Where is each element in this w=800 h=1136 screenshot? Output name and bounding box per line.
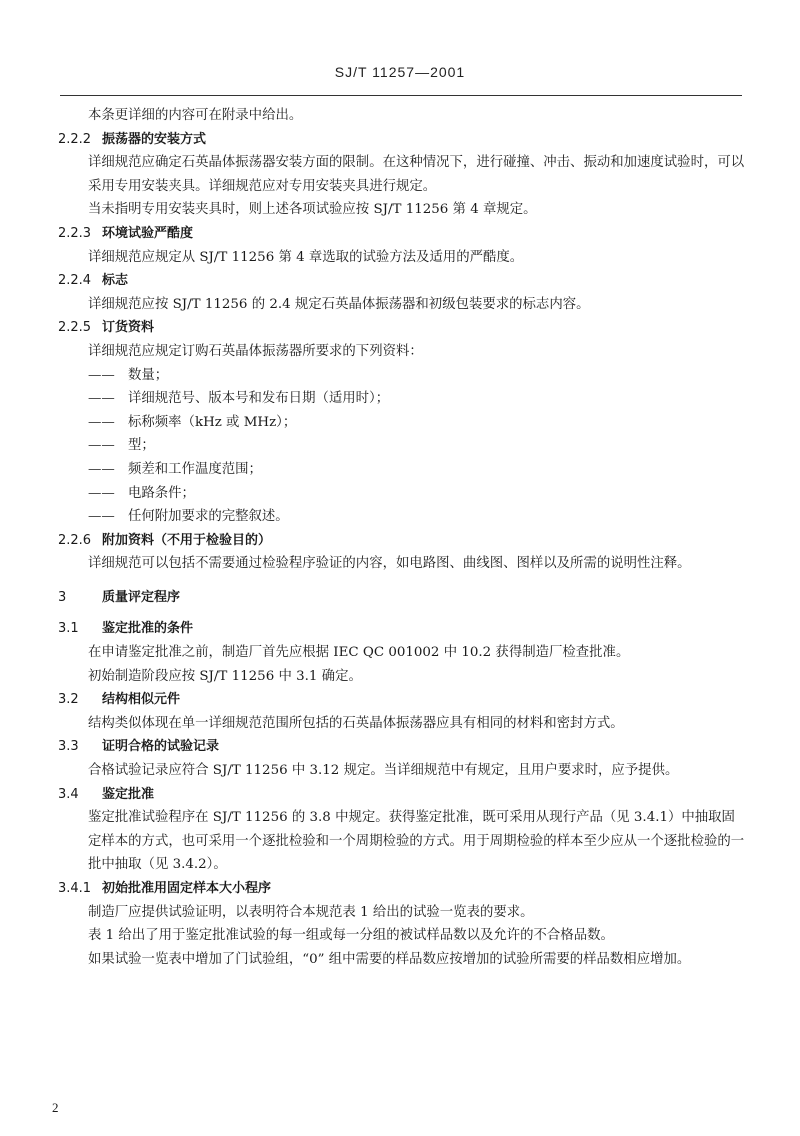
heading-3-4 [58, 783, 748, 807]
section-title: 订货资料 [102, 320, 155, 336]
section-title: 标志 [102, 273, 129, 289]
header-rule [60, 95, 742, 96]
heading-3-3 [58, 735, 748, 759]
paragraph-mounting-2: 当未指明专用安装夹具时，则上述各项试验应按 SJ/T 11256 第 4 章规定。 [88, 202, 537, 218]
list-item-text: 电路条件； [128, 485, 195, 501]
heading-3-1 [58, 617, 748, 641]
section-title: 质量评定程序 [102, 589, 181, 605]
list-item-text: 任何附加要求的完整叙述。 [128, 509, 289, 525]
list-item [58, 434, 748, 458]
list-item [58, 387, 748, 411]
document-body [58, 104, 748, 971]
list-item-text: 标称频率（kHz 或 MHz）； [128, 414, 297, 430]
list-item-text: 型； [128, 438, 155, 454]
page-number: 2 [52, 1100, 59, 1115]
heading-3 [58, 586, 748, 610]
list-dash: —— [88, 414, 115, 430]
paragraph-approval-line-1: 在申请鉴定批准之前，制造厂首先应根据 IEC QC 001002 中 10.2 获得制造厂检查批准。 [88, 645, 630, 661]
heading-3-4-1 [58, 877, 748, 901]
paragraph-fixed-sample-3: 如果试验一览表中增加了门试验组，“0” 组中需要的样品数应按增加的试验所需要的样品数相应增加。 [88, 951, 691, 967]
section-title: 结构相似元件 [102, 692, 181, 708]
section-number: 2.2.5 [58, 320, 92, 336]
paragraph-fixed-sample-1: 制造厂应提供试验证明，以表明符合本规范表 1 给出的试验一览表的要求。 [88, 904, 534, 920]
list-dash: —— [88, 367, 115, 383]
paragraph-test-records: 合格试验记录应符合 SJ/T 11256 中 3.12 规定。当详细规范中有规定，且用户要求时，应予提供。 [88, 763, 679, 779]
section-number: 2.2.3 [58, 225, 92, 241]
list-item-text: 详细规范号、版本号和发布日期（适用时）； [128, 391, 390, 407]
paragraph-environment: 详细规范应规定从 SJ/T 11256 第 4 章选取的试验方法及适用的严酷度。 [88, 249, 524, 265]
section-number: 2.2.4 [58, 273, 92, 289]
section-number: 3 [58, 589, 67, 605]
heading-2-2-3 [58, 222, 748, 246]
list-dash: —— [88, 461, 115, 477]
section-title: 证明合格的试验记录 [102, 739, 220, 755]
section-number: 2.2.2 [58, 131, 92, 147]
section-title: 附加资料（不用于检验目的） [102, 532, 272, 548]
section-title: 鉴定批准 [102, 786, 155, 802]
paragraph-additional-info: 详细规范可以包括不需要通过检验程序验证的内容，如电路图、曲线图、图样以及所需的说明性注释。 [88, 556, 691, 572]
section-number: 3.4 [58, 786, 79, 802]
section-title: 环境试验严酷度 [102, 225, 194, 241]
heading-2-2-5 [58, 316, 748, 340]
list-dash: —— [88, 485, 115, 501]
section-number: 3.3 [58, 739, 79, 755]
list-dash: —— [88, 509, 115, 525]
heading-3-2 [58, 688, 748, 712]
list-dash: —— [88, 438, 115, 454]
section-number: 2.2.6 [58, 532, 92, 548]
heading-2-2-6 [58, 529, 748, 553]
list-item [58, 482, 748, 506]
list-item [58, 505, 748, 529]
standard-number-header: SJ/T 11257—2001 [334, 64, 466, 80]
list-item-text: 频差和工作温度范围； [128, 461, 262, 477]
paragraph-marking: 详细规范应按 SJ/T 11256 的 2.4 规定石英晶体振荡器和初级包装要求的标志内容。 [88, 296, 590, 312]
section-title: 振荡器的安装方式 [102, 131, 207, 147]
heading-2-2-4 [58, 269, 748, 293]
paragraph-appendix: 本条更详细的内容可在附录中给出。 [88, 108, 303, 123]
section-number: 3.1 [58, 621, 79, 637]
list-dash: —— [88, 391, 115, 407]
section-number: 3.4.1 [58, 881, 92, 896]
paragraph-mounting-1: 详细规范应确定石英晶体振荡器安装方面的限制。在这种情况下，进行碰撞、冲击、振动和加速度试验时，可以采用专用安装夹具。详细规范应对专用安装夹具进行规定。 [88, 155, 745, 194]
paragraph-fixed-sample-2: 表 1 给出了用于鉴定批准试验的每一组或每一分组的被试样品数以及允许的不合格品数。 [88, 928, 614, 944]
section-title: 初始批准用固定样本大小程序 [102, 881, 272, 896]
paragraph-approval-line-2: 初始制造阶段应按 SJ/T 11256 中 3.1 确定。 [88, 668, 362, 684]
paragraph-qualification-approval: 鉴定批准试验程序在 SJ/T 11256 的 3.8 中规定。获得鉴定批准，既可采用从现行产品（见 3.4.1）中抽取固定样本的方式，也可采用一个逐批检验和一个周期检验的方式。用于周期检验的样本至少应从一个逐批检验的一批中抽取（见 3.4.2）。 [88, 810, 745, 873]
list-item [58, 364, 748, 388]
section-number: 3.2 [58, 692, 79, 708]
paragraph-similar-components: 结构类似体现在单一详细规范范围所包括的石英晶体振荡器应具有相同的材料和密封方式。 [88, 715, 624, 731]
list-item [58, 458, 748, 482]
paragraph-ordering: 详细规范应规定订购石英晶体振荡器所要求的下列资料： [88, 343, 423, 359]
list-item-text: 数量； [128, 367, 169, 383]
section-title: 鉴定批准的条件 [102, 621, 194, 637]
list-item [58, 411, 748, 435]
heading-2-2-2 [58, 128, 748, 152]
